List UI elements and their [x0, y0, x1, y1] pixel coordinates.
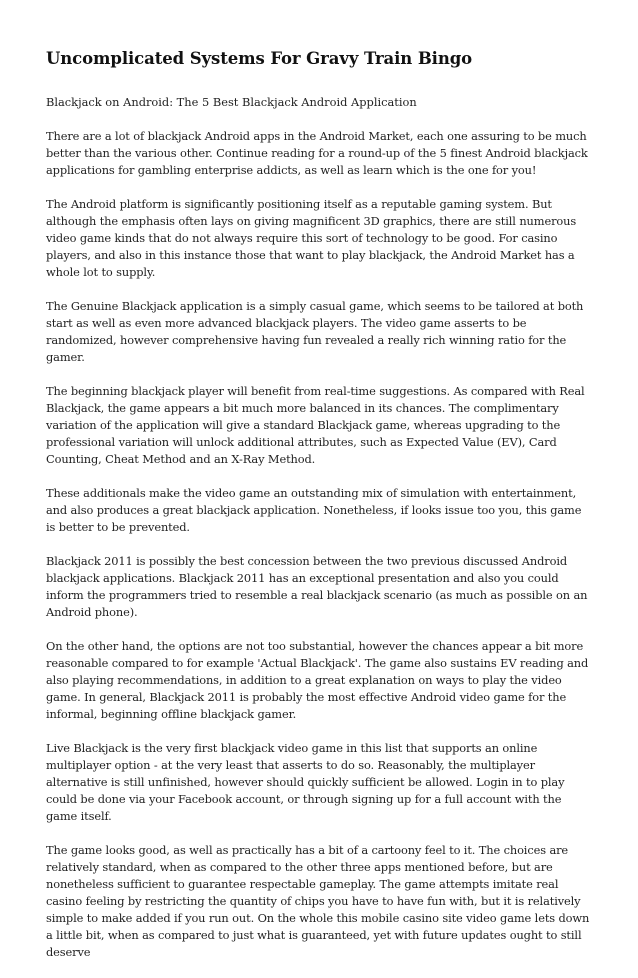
paragraph-6: Blackjack 2011 is possibly the best concession between the two previous discussed Android blackjack applications. Blackjack 2011 has an exceptional presentation and also you could inform the programmers tried to resemble a real blackjack scenario (as much as possible on an Android phone). [46, 554, 588, 619]
paragraph-9: The game looks good, as well as practically has a bit of a cartoony feel to it. The choices are relatively standard, when as compared to the other three apps mentioned before, but are nonetheless sufficient to guarantee respectable gameplay. The game attempts imitate real casino feeling by restricting the quantity of chips you have to have fun with, but it is relatively simple to make added if you run out. On the whole this mobile casino site video game lets down a little bit, when as compared to just what is guaranteed, yet with future updates ought to still deserve [46, 843, 590, 959]
document-title: Uncomplicated Systems For Gravy Train Bingo [46, 49, 473, 68]
paragraph-2: The Android platform is significantly positioning itself as a reputable gaming system. But although the emphasis often lays on giving magnificent 3D graphics, there are still numerous video game kinds that do not always require this sort of technology to be good. For casino players, and also in this instance those that want to play blackjack, the Android Market has a whole lot to supply. [46, 197, 577, 279]
paragraph-7: On the other hand, the options are not too substantial, however the chances appear a bit more reasonable compared to for example 'Actual Blackjack'. The game also sustains EV reading and also playing recommendations, in addition to a great explanation on ways to play the video game. In general, Blackjack 2011 is probably the most effective Android video game for the informal, beginning offline blackjack gamer. [46, 639, 589, 721]
document-subtitle: Blackjack on Android: The 5 Best Blackjack Android Application [46, 95, 417, 109]
paragraph-4: The beginning blackjack player will benefit from real-time suggestions. As compared with Real Blackjack, the game appears a bit much more balanced in its chances. The complimentary variation of the application will give a standard Blackjack game, whereas upgrading to the professional variation will unlock additional attributes, such as Expected Value (EV), Card Counting, Cheat Method and an X-Ray Method. [46, 384, 585, 466]
paragraph-5: These additionals make the video game an outstanding mix of simulation with entertainment, and also produces a great blackjack application. Nonetheless, if looks issue too you, this game is better to be prevented. [46, 486, 582, 534]
paragraph-8: Live Blackjack is the very first blackjack video game in this list that supports an online multiplayer option - at the very least that asserts to do so. Reasonably, the multiplayer alternative is still unfinished, however should quickly sufficient be allowed. Login in to play could be done via your Facebook account, or through signing up for a full account with the game itself. [46, 741, 565, 823]
paragraph-3: The Genuine Blackjack application is a simply casual game, which seems to be tailored at both start as well as even more advanced blackjack players. The video game asserts to be randomized, however comprehensive having fun revealed a really rich winning ratio for the gamer. [46, 299, 584, 364]
paragraph-1: There are a lot of blackjack Android apps in the Android Market, each one assuring to be much better than the various other. Continue reading for a round-up of the 5 finest Android blackjack applications for gambling enterprise addicts, as well as learn which is the one for you! [46, 129, 588, 177]
document-page [46, 48, 594, 978]
